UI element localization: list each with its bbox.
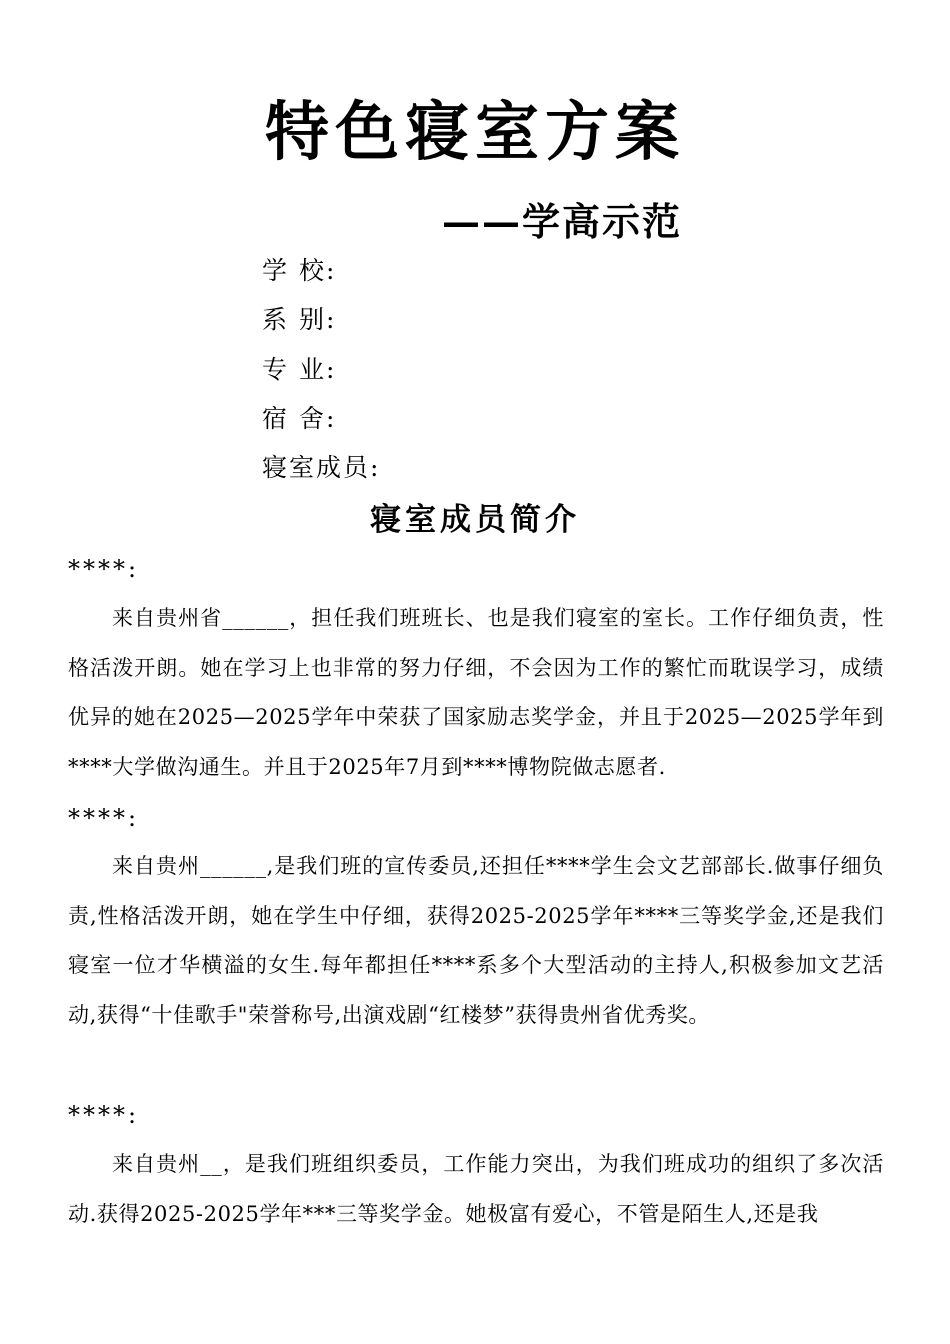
member-name: ****: <box>68 804 140 832</box>
members-field-label: 寝室成员: <box>262 453 381 482</box>
member-intro-paragraph: 来自贵州省______，担任我们班班长、也是我们寝室的室长。工作仔细负责，性格活泼开朗。她在学习上也非常的努力仔细，不会因为工作的繁忙而耽误学习，成绩优异的她在2025—2025学年中荣获了国家励志奖学金，并且于2025—2025学年到****大学做沟通生。并且于2025年7月到****博物院做志愿者. <box>68 606 884 779</box>
school-field-label: 学 校: <box>262 256 337 285</box>
document-subtitle: ——学高示范 <box>442 199 683 244</box>
section-heading: 寝室成员简介 <box>370 502 580 538</box>
member-intro-paragraph: 来自贵州__，是我们班组织委员，工作能力突出，为我们班成功的组织了多次活动.获得2025-2025学年***三等奖学金。她极富有爱心，不管是陌生人,还是我 <box>68 1152 884 1226</box>
major-field-label: 专 业: <box>262 355 337 384</box>
member-name: ****: <box>68 1101 140 1129</box>
department-field-label: 系 别: <box>262 305 337 334</box>
member-intro-paragraph: 来自贵州______,是我们班的宣传委员,还担任****学生会文艺部部长.做事仔细负责,性格活泼开朗，她在学生中仔细，获得2025-2025学年****三等奖学金,还是我们寝室一位才华横溢的女生.每年都担任****系多个大型活动的主持人,积极参加文艺活动,获得“十佳歌手"荣誉称号,出演戏剧“红楼梦”获得贵州省优秀奖。 <box>68 854 884 1027</box>
member-name: ****: <box>68 555 140 583</box>
dormitory-field-label: 宿 舍: <box>262 404 337 433</box>
document-title: 特色寝室方案 <box>265 95 685 170</box>
